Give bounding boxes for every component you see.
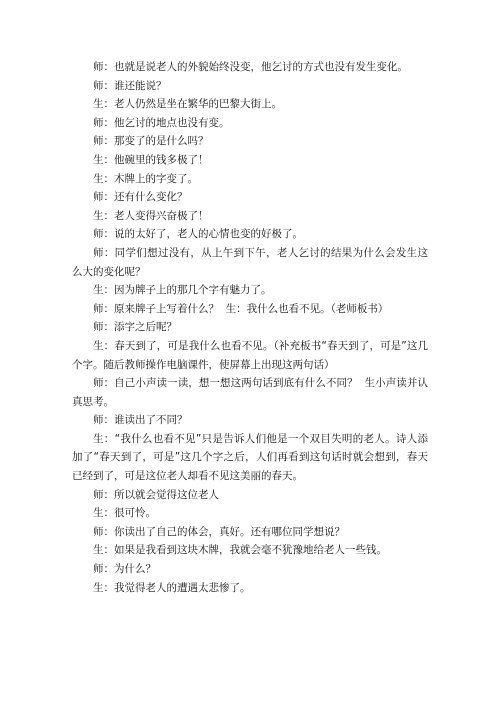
dialogue-line: 师：还有什么变化？ bbox=[93, 191, 188, 204]
dialogue-line: 师：原来牌子上写着什么？ 生：我什么也看不见。（老师板书） bbox=[93, 302, 389, 315]
dialogue-line: 生：木牌上的字变了。 bbox=[93, 172, 198, 185]
dialogue-line: 师：谁读出了不同？ bbox=[93, 414, 188, 427]
dialogue-line: 生：因为牌子上的那几个字有魅力了。 bbox=[93, 284, 272, 297]
dialogue-line: 生：我觉得老人的遭遇太悲惨了。 bbox=[93, 581, 251, 594]
dialogue-line: 生：老人仍然是坐在繁华的巴黎大街上。 bbox=[93, 98, 282, 111]
dialogue-line: 师：说的太好了，老人的心情也变的好极了。 bbox=[93, 228, 303, 241]
dialogue-line: 师：自己小声读一读，想一想这两句话到底有什么不同？ 生小声读并认真思考。 bbox=[72, 377, 428, 408]
dialogue-line: 师：他乞讨的地点也没有变。 bbox=[93, 116, 230, 129]
dialogue-line: 生：很可怜。 bbox=[93, 507, 156, 520]
dialogue-line: 师：你读出了自己的体会，真好。还有哪位同学想说？ bbox=[93, 525, 345, 538]
dialogue-line: 生：“我什么也看不见”只是告诉人们他是一个双目失明的老人。诗人添加了“春天到了，可是”这几个字之后，人们再看到这句话时就会想到，春天已经到了，可是这位老人却看不见这美丽的春天。 bbox=[72, 432, 428, 483]
dialogue-line: 师：添字之后呢？ bbox=[93, 321, 177, 334]
dialogue-line: 师：同学们想过没有，从上午到下午，老人乞讨的结果为什么会发生这么大的变化呢？ bbox=[72, 246, 428, 278]
dialogue-line: 师：谁还能说？ bbox=[93, 79, 167, 92]
dialogue-line: 生：老人变得兴奋极了！ bbox=[93, 209, 209, 222]
dialogue-line: 生：他碗里的钱多极了！ bbox=[93, 153, 209, 166]
document-body bbox=[72, 58, 428, 597]
dialogue-line: 生：春天到了，可是我什么也看不见。（补充板书“春天到了，可是”这几个字。随后教师操作电脑课件，使屏幕上出现这两句话） bbox=[72, 339, 428, 371]
dialogue-line: 生：如果是我看到这块木牌，我就会毫不犹豫地给老人一些钱。 bbox=[93, 544, 387, 557]
dialogue-line: 师：也就是说老人的外貌始终没变，他乞讨的方式也没有发生变化。 bbox=[93, 61, 408, 73]
dialogue-line: 师：为什么？ bbox=[93, 563, 156, 576]
dialogue-line: 师：所以就会觉得这位老人 bbox=[93, 488, 219, 501]
dialogue-line: 师：那变了的是什么吗？ bbox=[93, 135, 209, 148]
